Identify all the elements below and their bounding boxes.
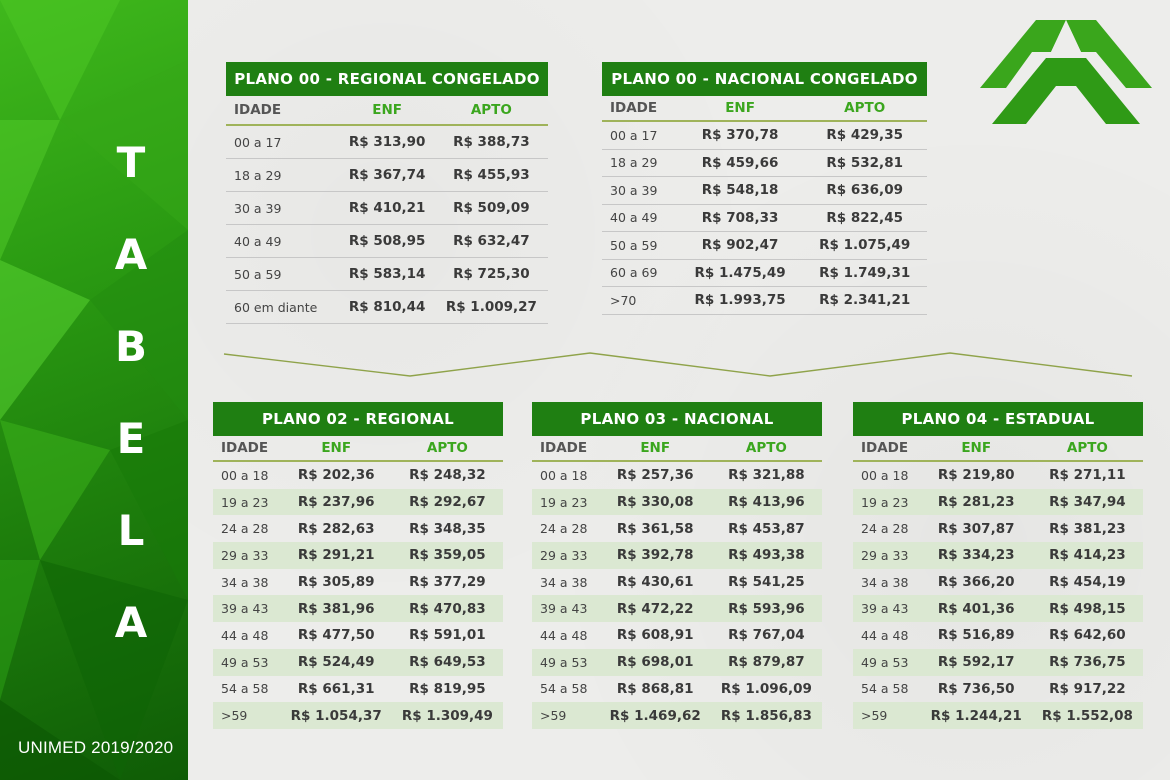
cell-apto: R$ 736,75 [1032,649,1143,676]
cell-idade: 00 a 17 [226,125,340,159]
table-row [853,595,1143,622]
sidebar-panel [0,0,188,780]
column-header-apto: APTO [435,96,548,125]
cell-apto: R$ 359,05 [392,542,503,569]
table-row [853,542,1143,569]
cell-enf: R$ 508,95 [340,225,435,258]
cell-enf: R$ 313,90 [340,125,435,159]
table-row [602,287,927,315]
cell-apto: R$ 636,09 [802,177,927,205]
table-row [602,204,927,232]
cell-apto: R$ 1.856,83 [711,702,822,729]
plan-title: PLANO 02 - REGIONAL [213,402,503,436]
table-row [213,489,503,516]
cell-enf: R$ 305,89 [297,574,375,591]
cell-idade: 29 a 33 [853,542,921,569]
table-row [853,461,1143,489]
cell-apto: R$ 1.096,09 [720,680,812,697]
cell-enf: R$ 810,44 [340,291,435,324]
cell-idade: 44 a 48 [221,627,269,643]
cell-idade: 49 a 53 [532,649,600,676]
vertical-title-letter: A [114,230,148,279]
cell-enf: R$ 736,50 [937,680,1015,697]
cell-idade: 29 a 33 [213,542,281,569]
cell-enf: R$ 548,18 [678,177,803,205]
vertical-title-letter: A [114,598,148,647]
table-row [602,177,927,205]
cell-apto: R$ 453,87 [728,520,805,537]
cell-idade: 34 a 38 [861,574,909,590]
cell-apto: R$ 725,30 [435,258,548,291]
cell-apto: R$ 532,81 [802,149,927,177]
cell-idade: 30 a 39 [226,192,340,225]
cell-apto: R$ 347,94 [1032,489,1143,516]
table-row [532,595,822,622]
cell-enf: R$ 698,01 [600,649,711,676]
cell-apto: R$ 413,96 [711,489,822,516]
table-row [853,702,1143,729]
plan-title: PLANO 03 - NACIONAL [532,402,822,436]
cell-idade: 24 a 28 [540,521,588,537]
plan-title: PLANO 00 - REGIONAL CONGELADO [226,62,548,96]
column-header-enf: ENF [281,436,392,461]
cell-apto: R$ 377,29 [409,574,486,591]
table-row [602,149,927,177]
cell-enf: R$ 202,36 [297,467,375,484]
cell-idade: 50 a 59 [226,258,340,291]
cell-idade: >59 [532,702,600,729]
vertical-title-letter: L [117,506,145,555]
cell-enf: R$ 366,20 [937,574,1015,591]
column-header-idade: IDADE [602,96,678,121]
column-header-enf: ENF [600,436,711,461]
plan-title: PLANO 00 - NACIONAL CONGELADO [602,62,927,96]
table-row [226,192,548,225]
table-row [532,676,822,703]
cell-enf: R$ 219,80 [937,467,1015,484]
cell-apto: R$ 454,19 [1049,574,1126,591]
cell-enf: R$ 367,74 [340,159,435,192]
cell-idade: 54 a 58 [540,681,588,697]
table-row [853,649,1143,676]
cell-enf: R$ 281,23 [921,489,1032,516]
table-row [853,622,1143,649]
cell-apto: R$ 1.749,31 [802,259,927,287]
table-row [602,259,927,287]
column-header-apto: APTO [711,436,822,461]
table-row [226,258,548,291]
cell-apto: R$ 455,93 [435,159,548,192]
table-row [602,121,927,149]
cell-idade: >59 [853,702,921,729]
cell-enf: R$ 392,78 [600,542,711,569]
cell-apto: R$ 498,15 [1032,595,1143,622]
cell-idade: 30 a 39 [602,177,678,205]
table-row [602,232,927,260]
cell-idade: 29 a 33 [532,542,600,569]
cell-enf: R$ 661,31 [297,680,375,697]
table-row [226,125,548,159]
cell-apto: R$ 388,73 [435,125,548,159]
vertical-title [108,138,154,690]
cell-enf: R$ 410,21 [340,192,435,225]
cell-idade: 19 a 23 [532,489,600,516]
cell-apto: R$ 591,01 [409,627,486,644]
column-header-apto: APTO [1032,436,1143,461]
table-row [532,702,822,729]
cell-idade: 24 a 28 [221,521,269,537]
cell-apto: R$ 632,47 [435,225,548,258]
cell-apto: R$ 381,23 [1049,520,1126,537]
cell-enf: R$ 370,78 [678,121,803,149]
cell-apto: R$ 493,38 [711,542,822,569]
cell-enf: R$ 334,23 [921,542,1032,569]
table-row [532,515,822,542]
cell-idade: 19 a 23 [853,489,921,516]
cell-apto: R$ 1.552,08 [1032,702,1143,729]
cell-idade: 60 a 69 [602,259,678,287]
cell-apto: R$ 429,35 [802,121,927,149]
cell-idade: 49 a 53 [853,649,921,676]
cell-apto: R$ 642,60 [1049,627,1126,644]
cell-enf: R$ 1.244,21 [921,702,1032,729]
cell-enf: R$ 1.469,62 [600,702,711,729]
cell-enf: R$ 583,14 [340,258,435,291]
cell-enf: R$ 516,89 [937,627,1015,644]
cell-enf: R$ 1.993,75 [678,287,803,315]
cell-idade: 34 a 38 [221,574,269,590]
cell-idade: 44 a 48 [861,627,909,643]
cell-enf: R$ 1.475,49 [678,259,803,287]
column-header-idade: IDADE [213,436,281,461]
cell-enf: R$ 257,36 [616,467,694,484]
cell-enf: R$ 381,96 [281,595,392,622]
cell-enf: R$ 472,22 [600,595,711,622]
table-row [532,622,822,649]
cell-idade: 34 a 38 [540,574,588,590]
table-row [213,542,503,569]
plan-table-regional-congelado [226,62,548,324]
cell-apto: R$ 541,25 [728,574,805,591]
cell-enf: R$ 430,61 [616,574,694,591]
cell-enf: R$ 524,49 [281,649,392,676]
sidebar-footer-year: UNIMED 2019/2020 [18,738,174,757]
cell-apto: R$ 1.075,49 [802,232,927,260]
unimed-logo [980,20,1152,124]
cell-apto: R$ 348,35 [409,520,486,537]
cell-apto: R$ 470,83 [392,595,503,622]
column-header-idade: IDADE [532,436,600,461]
cell-idade: 54 a 58 [221,681,269,697]
cell-enf: R$ 459,66 [678,149,803,177]
cell-apto: R$ 321,88 [728,467,805,484]
table-row [213,515,503,542]
cell-enf: R$ 708,33 [678,204,803,232]
plan-table-estadual [853,402,1143,729]
plan-title: PLANO 04 - ESTADUAL [853,402,1143,436]
cell-idade: 44 a 48 [540,627,588,643]
cell-apto: R$ 248,32 [409,467,486,484]
column-header-enf: ENF [921,436,1032,461]
cell-idade: 40 a 49 [226,225,340,258]
table-row [532,542,822,569]
cell-idade: 50 a 59 [602,232,678,260]
column-header-enf: ENF [340,96,435,125]
cell-idade: 00 a 18 [540,467,588,483]
cell-idade: 49 a 53 [213,649,281,676]
cell-idade: >59 [213,702,281,729]
cell-idade: 00 a 18 [221,467,269,483]
table-row [853,489,1143,516]
table-row [213,702,503,729]
cell-idade: 40 a 49 [602,204,678,232]
connector-line-decoration [220,348,1140,388]
cell-idade: 54 a 58 [861,681,909,697]
cell-apto: R$ 2.341,21 [802,287,927,315]
vertical-title-letter: E [116,414,146,463]
vertical-title-letter: T [116,138,146,187]
cell-idade: >70 [602,287,678,315]
cell-apto: R$ 822,45 [802,204,927,232]
cell-enf: R$ 608,91 [616,627,694,644]
table-row [226,291,548,324]
vertical-title-letter: B [114,322,147,371]
cell-apto: R$ 819,95 [409,680,486,697]
cell-idade: 39 a 43 [853,595,921,622]
table-row [213,622,503,649]
table-row [532,569,822,596]
table-row [213,461,503,489]
sidebar-facets-decoration [0,0,188,780]
cell-apto: R$ 593,96 [711,595,822,622]
table-row [213,649,503,676]
plan-table-regional [213,402,503,729]
cell-enf: R$ 282,63 [297,520,375,537]
table-row [226,225,548,258]
table-row [853,676,1143,703]
table-row [213,569,503,596]
cell-enf: R$ 291,21 [281,542,392,569]
cell-idade: 18 a 29 [226,159,340,192]
cell-enf: R$ 477,50 [297,627,375,644]
cell-enf: R$ 868,81 [616,680,694,697]
table-row [213,595,503,622]
cell-apto: R$ 649,53 [392,649,503,676]
table-row [853,515,1143,542]
cell-apto: R$ 414,23 [1032,542,1143,569]
cell-apto: R$ 1.309,49 [392,702,503,729]
cell-apto: R$ 917,22 [1049,680,1126,697]
table-row [532,461,822,489]
plan-table-nacional-congelado [602,62,927,315]
cell-apto: R$ 767,04 [728,627,805,644]
cell-enf: R$ 592,17 [921,649,1032,676]
cell-idade: 00 a 17 [602,121,678,149]
column-header-idade: IDADE [853,436,921,461]
cell-idade: 24 a 28 [861,521,909,537]
cell-idade: 39 a 43 [532,595,600,622]
table-row [213,676,503,703]
cell-enf: R$ 1.054,37 [281,702,392,729]
cell-idade: 19 a 23 [213,489,281,516]
cell-apto: R$ 879,87 [711,649,822,676]
column-header-apto: APTO [392,436,503,461]
cell-idade: 18 a 29 [602,149,678,177]
cell-apto: R$ 271,11 [1049,467,1126,484]
column-header-idade: IDADE [226,96,340,125]
table-row [226,159,548,192]
cell-apto: R$ 509,09 [435,192,548,225]
plan-table-nacional [532,402,822,729]
cell-enf: R$ 361,58 [616,520,694,537]
cell-enf: R$ 237,96 [281,489,392,516]
table-row [532,489,822,516]
cell-idade: 60 em diante [226,291,340,324]
column-header-enf: ENF [678,96,803,121]
column-header-apto: APTO [802,96,927,121]
cell-idade: 00 a 18 [861,467,909,483]
table-row [853,569,1143,596]
table-row [532,649,822,676]
cell-enf: R$ 902,47 [678,232,803,260]
cell-enf: R$ 330,08 [600,489,711,516]
cell-apto: R$ 292,67 [392,489,503,516]
cell-apto: R$ 1.009,27 [435,291,548,324]
cell-enf: R$ 307,87 [937,520,1015,537]
cell-idade: 39 a 43 [213,595,281,622]
cell-enf: R$ 401,36 [921,595,1032,622]
